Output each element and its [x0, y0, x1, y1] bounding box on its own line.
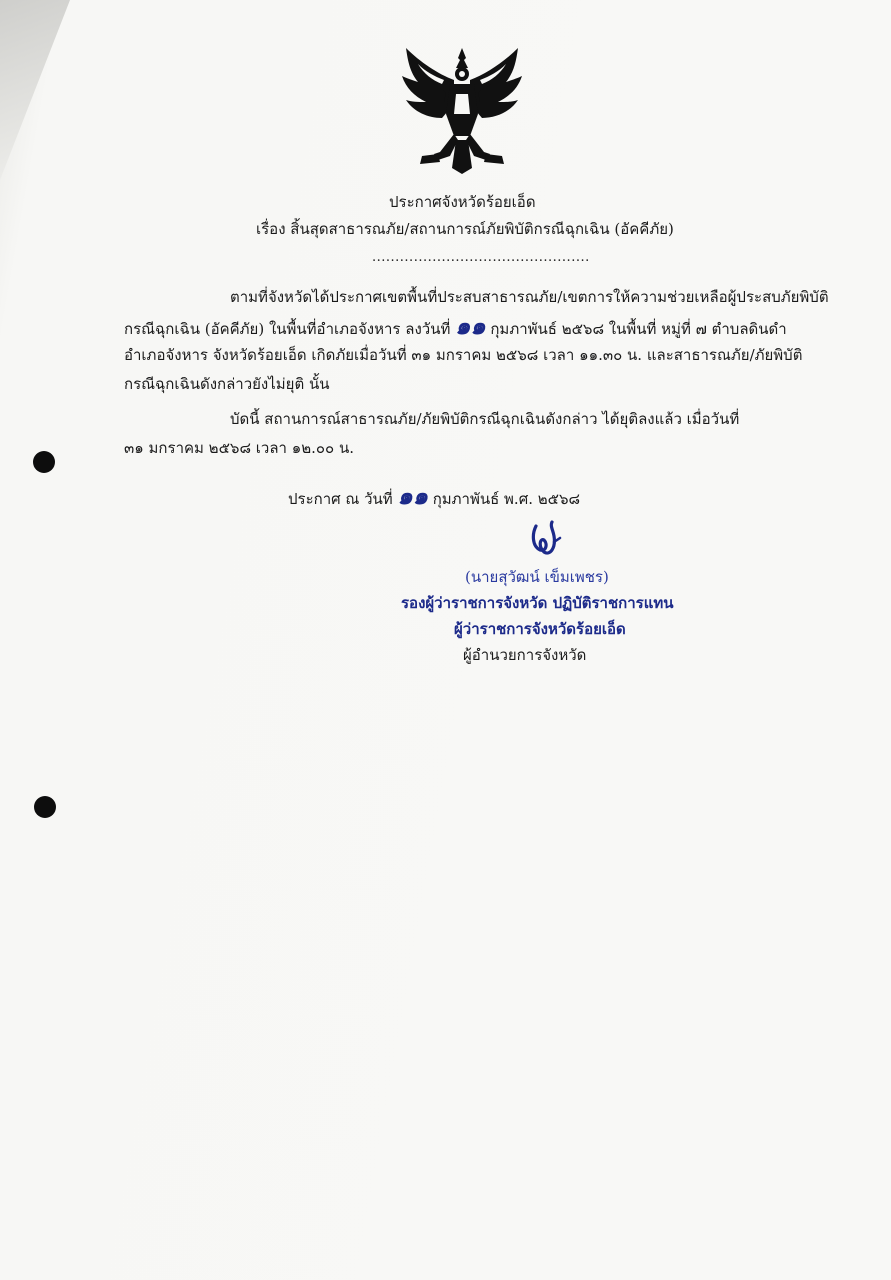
- handwritten-day: ๑๑: [455, 312, 486, 340]
- paragraph1-line2-before: กรณีฉุกเฉิน (อัคคีภัย) ในพื้นที่อำเภอจังหาร ลงวันที่: [124, 320, 456, 338]
- paragraph1-line1: ตามที่จังหวัดได้ประกาศเขตพื้นที่ประสบสาธารณภัย/เขตการให้ความช่วยเหลือผู้ประสบภัยพิบัติ: [230, 288, 829, 306]
- paragraph2-line1: บัดนี้ สถานการณ์สาธารณภัย/ภัยพิบัติกรณีฉุกเฉินดังกล่าว ได้ยุติลงแล้ว เมื่อวันที่: [230, 410, 740, 428]
- paragraph2-line2: ๓๑ มกราคม ๒๕๖๘ เวลา ๑๒.๐๐ น.: [124, 439, 354, 457]
- page-fold-shadow: [0, 0, 70, 180]
- punch-hole-icon: [33, 451, 55, 473]
- announcement-title: ประกาศจังหวัดร้อยเอ็ด: [389, 193, 536, 211]
- signature-scribble-icon: [528, 520, 562, 558]
- paragraph1-line2: [124, 312, 787, 344]
- announce-before: ประกาศ ณ วันที่: [288, 490, 398, 508]
- punch-hole-icon: [34, 796, 56, 818]
- announcement-subject: เรื่อง สิ้นสุดสาธารณภัย/สถานการณ์ภัยพิบัติกรณีฉุกเฉิน (อัคคีภัย): [256, 220, 674, 238]
- signer-name: (นายสุวัฒน์ เข็มเพชร): [465, 568, 609, 586]
- handwritten-announce-day: ๑๑: [397, 482, 428, 510]
- header-separator: ...............................................: [372, 250, 590, 265]
- paragraph1-line4: กรณีฉุกเฉินดังกล่าวยังไม่ยุติ นั้น: [124, 375, 330, 393]
- paragraph1-line2-after: กุมภาพันธ์ ๒๕๖๘ ในพื้นที่ หมู่ที่ ๗ ตำบลดินดำ: [485, 320, 787, 338]
- signer-position-deputy: รองผู้ว่าราชการจังหวัด ปฏิบัติราชการแทน: [401, 594, 674, 612]
- paragraph1-line3: อำเภอจังหาร จังหวัดร้อยเอ็ด เกิดภัยเมื่อวันที่ ๓๑ มกราคม ๒๕๖๘ เวลา ๑๑.๓๐ น. และสาธารณภัย/ภัยพิบัติ: [124, 346, 803, 364]
- garuda-emblem-icon: [398, 44, 526, 176]
- signer-position-director: ผู้อำนวยการจังหวัด: [463, 646, 587, 664]
- signer-position-governor: ผู้ว่าราชการจังหวัดร้อยเอ็ด: [454, 620, 626, 638]
- announce-after: กุมภาพันธ์ พ.ศ. ๒๕๖๘: [427, 490, 581, 508]
- announce-date-line: [288, 482, 580, 511]
